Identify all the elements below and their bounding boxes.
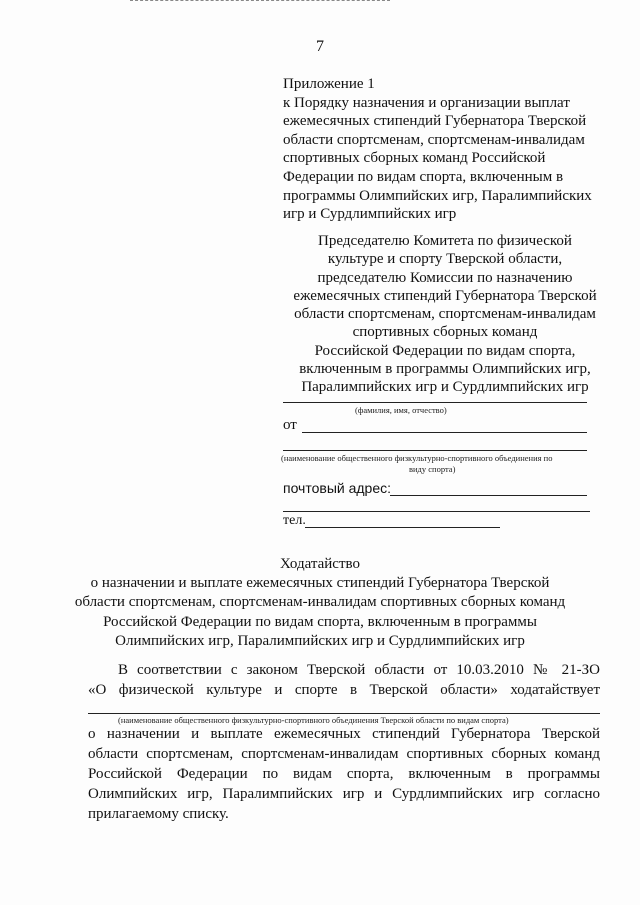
from-label: от [283,417,297,433]
appendix-header [283,75,613,224]
addressee-line: спортивных сборных команд [352,324,538,341]
body-para1-line2 [88,680,600,700]
addressee-line: Председателю Комитета по физической [318,233,572,249]
petition-title: Ходатайство [280,556,360,572]
postal-address-label: почтовый адрес: [283,480,392,496]
fio-caption: (фамилия, имя, отчество) [355,405,447,415]
org-field-line[interactable] [283,450,587,451]
body-para2 [88,724,600,824]
appendix-line: Приложение 1 [283,76,375,92]
appendix-line: игр и Сурдлимпийских игр [283,206,457,223]
phone-field-line[interactable] [305,527,500,528]
addressee-block [270,232,620,397]
appendix-line: программы Олимпийских игр, Паралимпийских [283,187,592,204]
addressee-line: ежемесячных стипендий Губернатора Тверской [293,287,597,304]
petition-subtitle-line: Олимпийских игр, Паралимпийских игр и Сурдлимпийских игр [115,632,525,649]
appendix-line: к Порядку назначения и организации выплат [283,94,570,111]
org-name-caption: (наименование общественного физкультурно-спортивного объединения Тверской области по видам спорта) [118,715,509,725]
appendix-line: Федерации по видам спорта, включенным в [283,168,564,185]
petition-heading [0,555,640,651]
petition-subtitle-line: о назначении и выплате ежемесячных стипендий Губернатора Тверской [90,575,550,592]
postal-address-field-line-2[interactable] [283,511,590,512]
body-text: Олимпийских игр, Паралимпийских игр и Сурдлимпийских игр согласно [88,786,600,802]
petition-subtitle-line: Российской Федерации по видам спорта, включенным в программы [103,613,537,630]
scan-top-marks [130,0,390,5]
petition-subtitle-line: области спортсменам, спортсменам-инвалидам спортивных сборных команд [74,594,566,611]
page-number: 7 [316,38,324,55]
from-field-line[interactable] [302,432,587,433]
org-name-field-line[interactable] [88,713,600,714]
addressee-line: Паралимпийских игр и Сурдлимпийских игр [301,379,589,396]
addressee-line: председателю Комиссии по назначению [317,269,573,286]
org-caption-line1: (наименование общественного физкультурно-спортивного объединения по [281,453,553,463]
body-text: Российской Федерации по видам спорта, включенным в программы [88,766,600,782]
body-para1-line1 [118,660,600,680]
addressee-line: культуре и спорту Тверской области, [327,251,563,268]
appendix-line: области спортсменам, спортсменам-инвалидам [283,131,585,148]
body-text: о назначении и выплате ежемесячных стипендий Губернатора Тверской [88,726,600,742]
body-text: В соответствии с законом Тверской области от 10.03.2010 № 21-ЗО [118,662,600,678]
addressee-line: Российской Федерации по видам спорта, [314,342,576,359]
appendix-line: спортивных сборных команд Российской [283,150,546,167]
body-text: области спортсменам, спортсменам-инвалидам спортивных сборных команд [88,746,600,762]
org-caption-line2: виду спорта) [409,464,456,474]
body-text: прилагаемому списку. [88,806,229,822]
fio-field-line[interactable] [283,402,587,403]
appendix-line: ежемесячных стипендий Губернатора Тверской [283,113,587,130]
postal-address-field-line[interactable] [390,495,587,496]
body-text: «О физической культуре и спорте в Тверской области» ходатайствует [88,682,600,698]
phone-label: тел. [283,513,306,528]
addressee-line: включенным в программы Олимпийских игр, [299,361,591,378]
addressee-line: области спортсменам, спортсменам-инвалидам [294,306,596,323]
